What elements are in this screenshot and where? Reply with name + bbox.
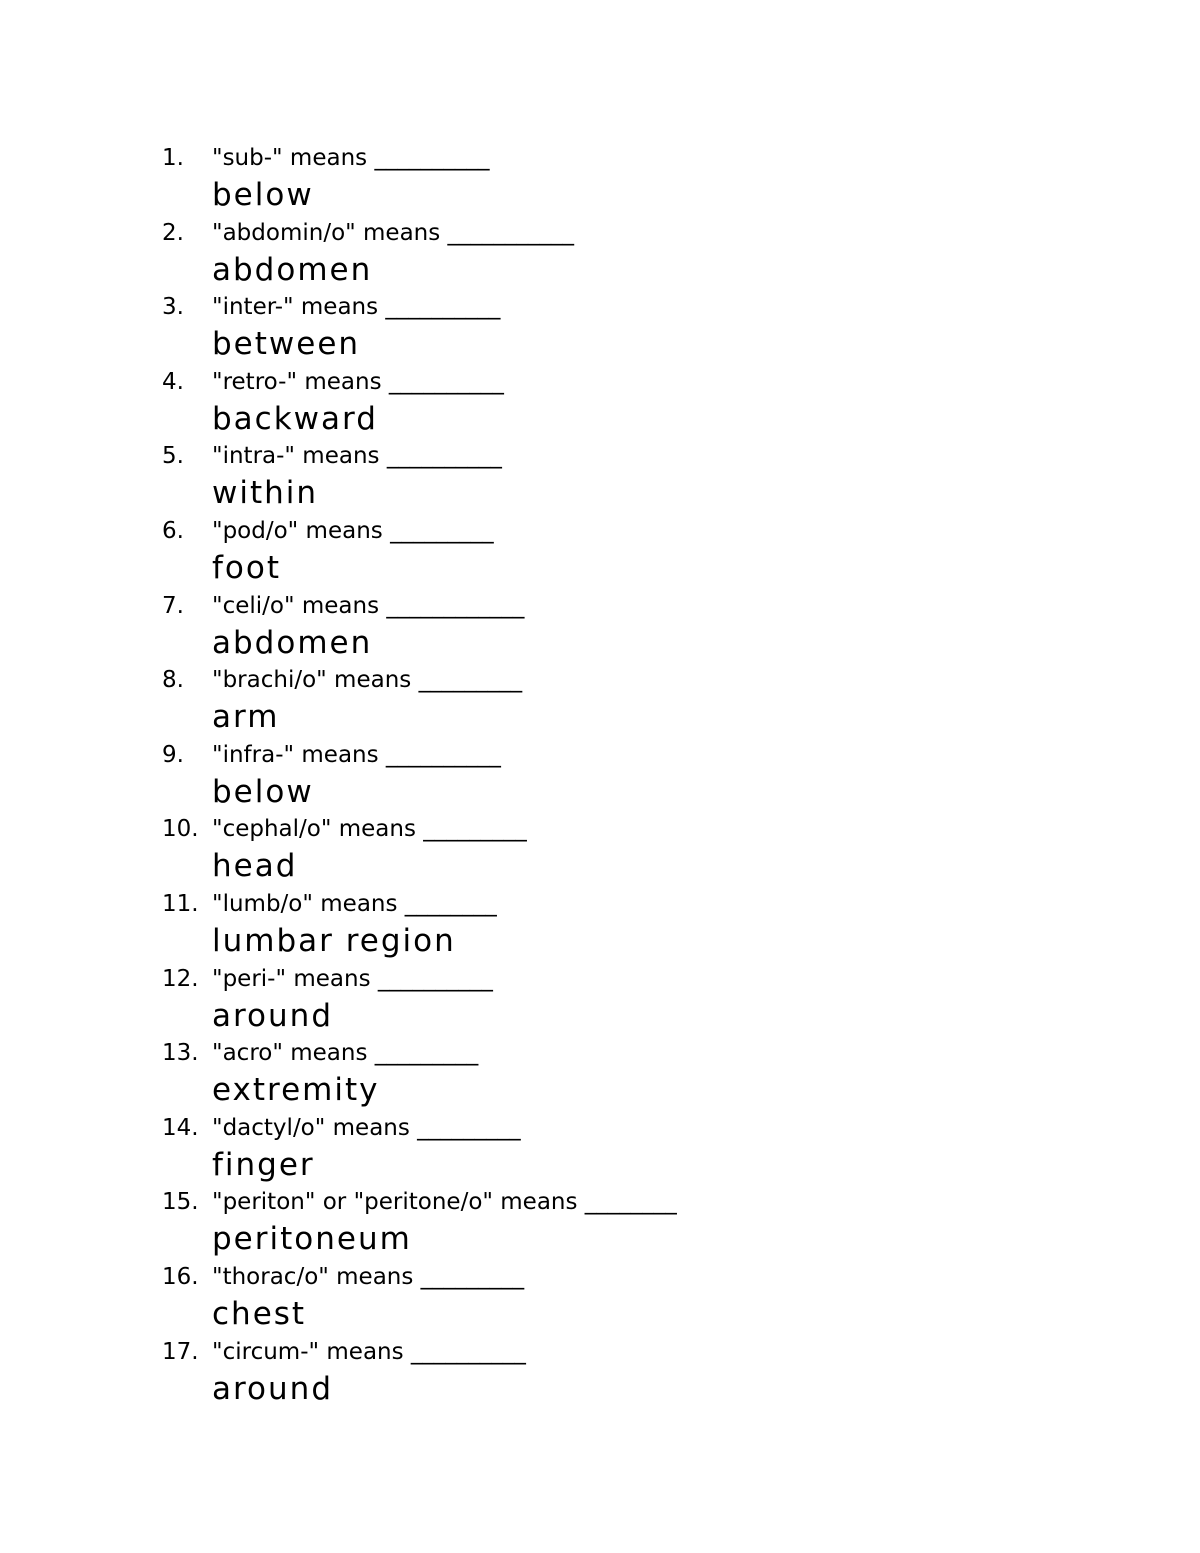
question-number: 14. <box>162 1114 199 1141</box>
question-line <box>162 439 502 473</box>
question-text: "acro" means _________ <box>212 1040 479 1067</box>
question-line <box>162 1185 677 1219</box>
question-text: "periton" or "peritone/o" means ________ <box>212 1189 677 1216</box>
answer-text: around <box>212 1370 333 1407</box>
question-number: 17. <box>162 1338 199 1365</box>
question-text: "dactyl/o" means _________ <box>212 1114 521 1141</box>
list-item <box>162 1111 1062 1186</box>
question-text: "peri-" means __________ <box>212 965 493 992</box>
answer-text: within <box>212 475 319 512</box>
question-number: 15. <box>162 1189 199 1216</box>
question-number: 13. <box>162 1040 199 1067</box>
answer-text: below <box>212 177 314 213</box>
question-number: 2. <box>162 219 184 246</box>
list-item <box>162 1335 1062 1410</box>
answer-text: abdomen <box>212 624 373 661</box>
question-number: 16. <box>162 1263 199 1290</box>
answer-text: abdomen <box>212 251 373 288</box>
question-text: "cephal/o" means _________ <box>212 816 527 843</box>
question-number: 1. <box>162 145 184 171</box>
question-number: 11. <box>162 890 199 917</box>
question-text: "brachi/o" means _________ <box>212 667 523 694</box>
list-item <box>162 1260 1062 1335</box>
answer-text: arm <box>212 699 280 736</box>
question-line <box>162 1036 478 1070</box>
question-line <box>162 216 574 250</box>
question-line <box>162 812 527 846</box>
question-text: "intra-" means __________ <box>212 443 502 470</box>
list-item <box>162 1185 1062 1260</box>
question-number: 7. <box>162 592 184 619</box>
list-item <box>162 589 1062 664</box>
question-text: "sub-" means __________ <box>212 145 490 171</box>
question-line <box>162 1335 526 1369</box>
question-line <box>162 365 504 399</box>
list-item <box>162 663 1062 738</box>
answer-text: head <box>212 848 298 885</box>
answer-text: below <box>212 773 314 810</box>
question-text: "infra-" means __________ <box>212 741 501 768</box>
question-number: 3. <box>162 294 184 321</box>
question-list <box>162 141 1062 1409</box>
question-line <box>162 514 494 548</box>
question-line <box>162 589 524 623</box>
answer-text: lumbar region <box>212 922 456 959</box>
question-text: "thorac/o" means _________ <box>212 1263 525 1290</box>
question-text: "inter-" means __________ <box>212 294 501 321</box>
question-line <box>162 1260 524 1294</box>
question-number: 6. <box>162 517 184 544</box>
question-line <box>162 141 489 175</box>
answer-text: between <box>212 326 361 363</box>
answer-text: finger <box>212 1146 315 1183</box>
question-line <box>162 290 500 324</box>
list-item <box>162 812 1062 887</box>
question-number: 12. <box>162 965 199 992</box>
answer-text: foot <box>212 549 282 586</box>
answer-text: backward <box>212 400 378 437</box>
list-item <box>162 887 1062 962</box>
question-text: "celi/o" means ____________ <box>212 592 525 619</box>
question-line <box>162 1111 521 1145</box>
question-text: "circum-" means __________ <box>212 1338 526 1365</box>
question-number: 8. <box>162 667 184 694</box>
answer-text: around <box>212 997 333 1034</box>
list-item <box>162 738 1062 813</box>
question-number: 5. <box>162 443 184 470</box>
question-text: "abdomin/o" means ___________ <box>212 219 575 246</box>
list-item <box>162 514 1062 589</box>
list-item <box>162 1036 1062 1111</box>
question-text: "lumb/o" means ________ <box>212 890 497 917</box>
list-item <box>162 290 1062 365</box>
question-number: 4. <box>162 368 184 395</box>
answer-text: chest <box>212 1295 307 1332</box>
list-item <box>162 365 1062 440</box>
question-number: 10. <box>162 816 199 843</box>
question-line <box>162 738 501 772</box>
question-text: "pod/o" means _________ <box>212 517 494 544</box>
list-item <box>162 216 1062 291</box>
question-line <box>162 962 493 996</box>
question-text: "retro-" means __________ <box>212 368 504 395</box>
question-number: 9. <box>162 741 184 768</box>
answer-text: extremity <box>212 1072 380 1109</box>
list-item <box>162 439 1062 514</box>
list-item <box>162 962 1062 1037</box>
list-item <box>162 141 1062 216</box>
question-line <box>162 887 497 921</box>
question-line <box>162 663 522 697</box>
answer-text: peritoneum <box>212 1221 412 1258</box>
